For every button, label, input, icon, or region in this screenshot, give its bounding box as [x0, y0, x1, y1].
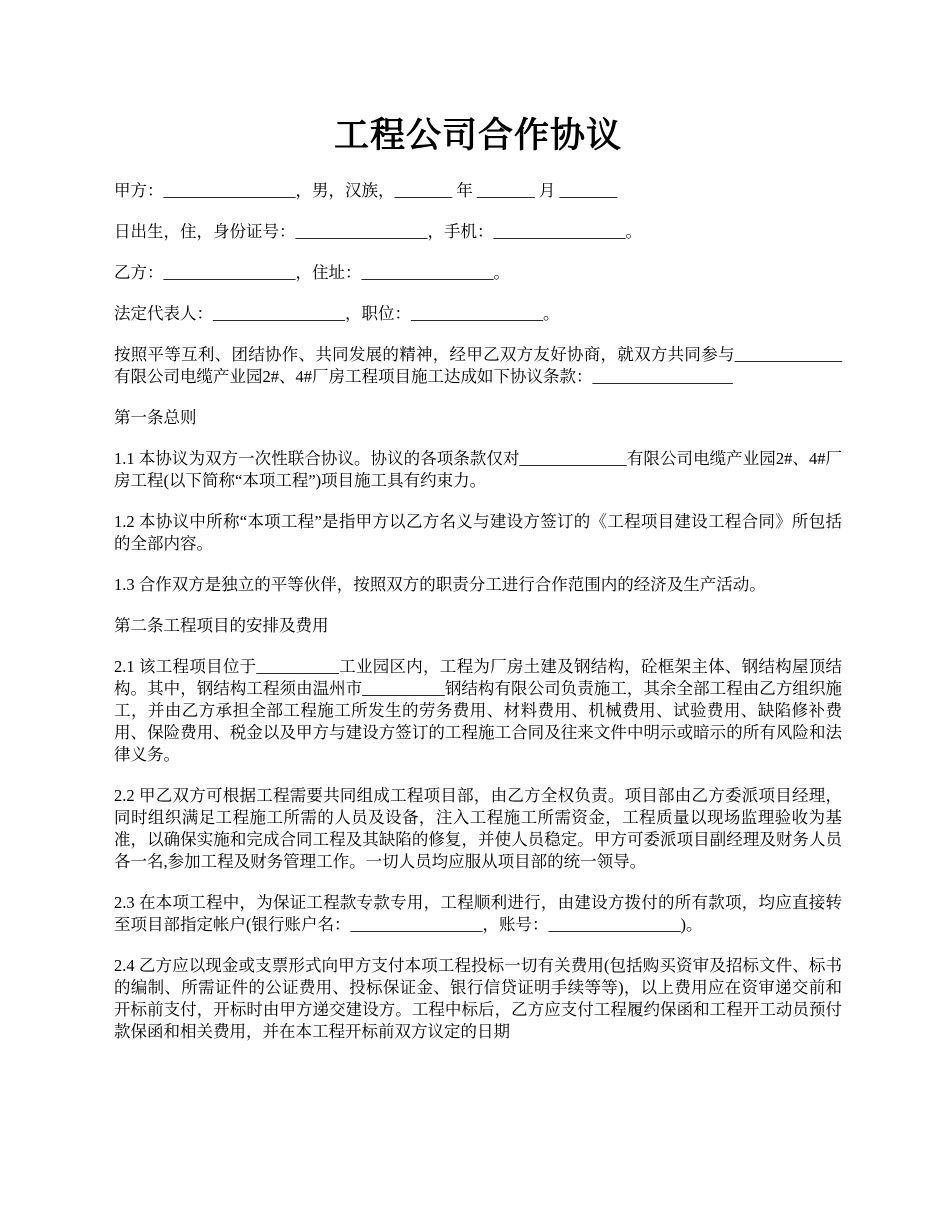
article-1-heading: 第一条总则: [114, 408, 197, 427]
clause-2-2: 2.2 甲乙双方可根据工程需要共同组成工程项目部，由乙方全权负责。项目部由乙方委派项目经理，同时组织满足工程施工所需的人员及设备，注入工程施工所需资金，工程质量以现场监理验收为基准，以确保实施和完成合同工程及其缺陷的修复，并使人员稳定。甲方可委派项目副经理及财务人员各一名,参加工程及财务管理工作。一切人员均应服从项目部的统一领导。: [114, 786, 842, 871]
party-a-line: 甲方：________________，男，汉族，_______ 年 _______ 月 _______: [114, 181, 618, 200]
clause-1-3: 1.3 合作双方是独立的平等伙伴，按照双方的职责分工进行合作范围内的经济及生产活动。: [114, 575, 766, 594]
article-2-heading: 第二条工程项目的安排及费用: [114, 616, 329, 635]
preamble-paragraph: 按照平等互利、团结协作、共同发展的精神，经甲乙双方友好协商，就双方共同参与_____________有限公司电缆产业园2#、4#厂房工程项目施工达成如下协议条款：_________________: [114, 345, 842, 386]
document-body: [114, 180, 842, 1062]
clause-2-4: 2.4 乙方应以现金或支票形式向甲方支付本项工程投标一切有关费用(包括购买资审及招标文件、标书的编制、所需证件的公证费用、投标保证金、银行信贷证明手续等等)，以上费用应在资审递交前和开标前支付，开标时由甲方递交建设方。工程中标后，乙方应支付工程履约保函和工程开工动员预付款保函和相关费用，并在本工程开标前双方议定的日期: [114, 956, 842, 1041]
party-b-line: 乙方：________________，住址：________________。: [114, 263, 510, 282]
legal-representative-line: 法定代表人：________________，职位：________________。: [114, 304, 560, 323]
clause-2-1: 2.1 该工程项目位于__________工业园区内，工程为厂房土建及钢结构，砼框架主体、钢结构屋顶结构。其中，钢结构工程须由温州市__________钢结构有限公司负责施工，其余全部工程由乙方组织施工，并由乙方承担全部工程施工所发生的劳务费用、材料费用、机械费用、试验费用、缺陷修补费用、保险费用、税金以及甲方与建设方签订的工程施工合同及往来文件中明示或暗示的所有风险和法律义务。: [114, 657, 842, 764]
party-a-id-line: 日出生，住，身份证号：________________，手机：________________。: [114, 222, 642, 241]
clause-1-1: 1.1 本协议为双方一次性联合协议。协议的各项条款仅对_____________有限公司电缆产业园2#、4#厂房工程(以下简称“本项工程”)项目施工具有约束力。: [114, 449, 842, 490]
document-title: 工程公司合作协议: [333, 116, 622, 155]
clause-2-3: 2.3 在本项工程中，为保证工程款专款专用，工程顺利进行，由建设方拨付的所有款项，均应直接转至项目部指定帐户(银行账户名：________________，账号：________________)。: [114, 893, 842, 934]
clause-1-2: 1.2 本协议中所称“本项工程”是指甲方以乙方名义与建设方签订的《工程项目建设工程合同》所包括的全部内容。: [114, 512, 842, 553]
